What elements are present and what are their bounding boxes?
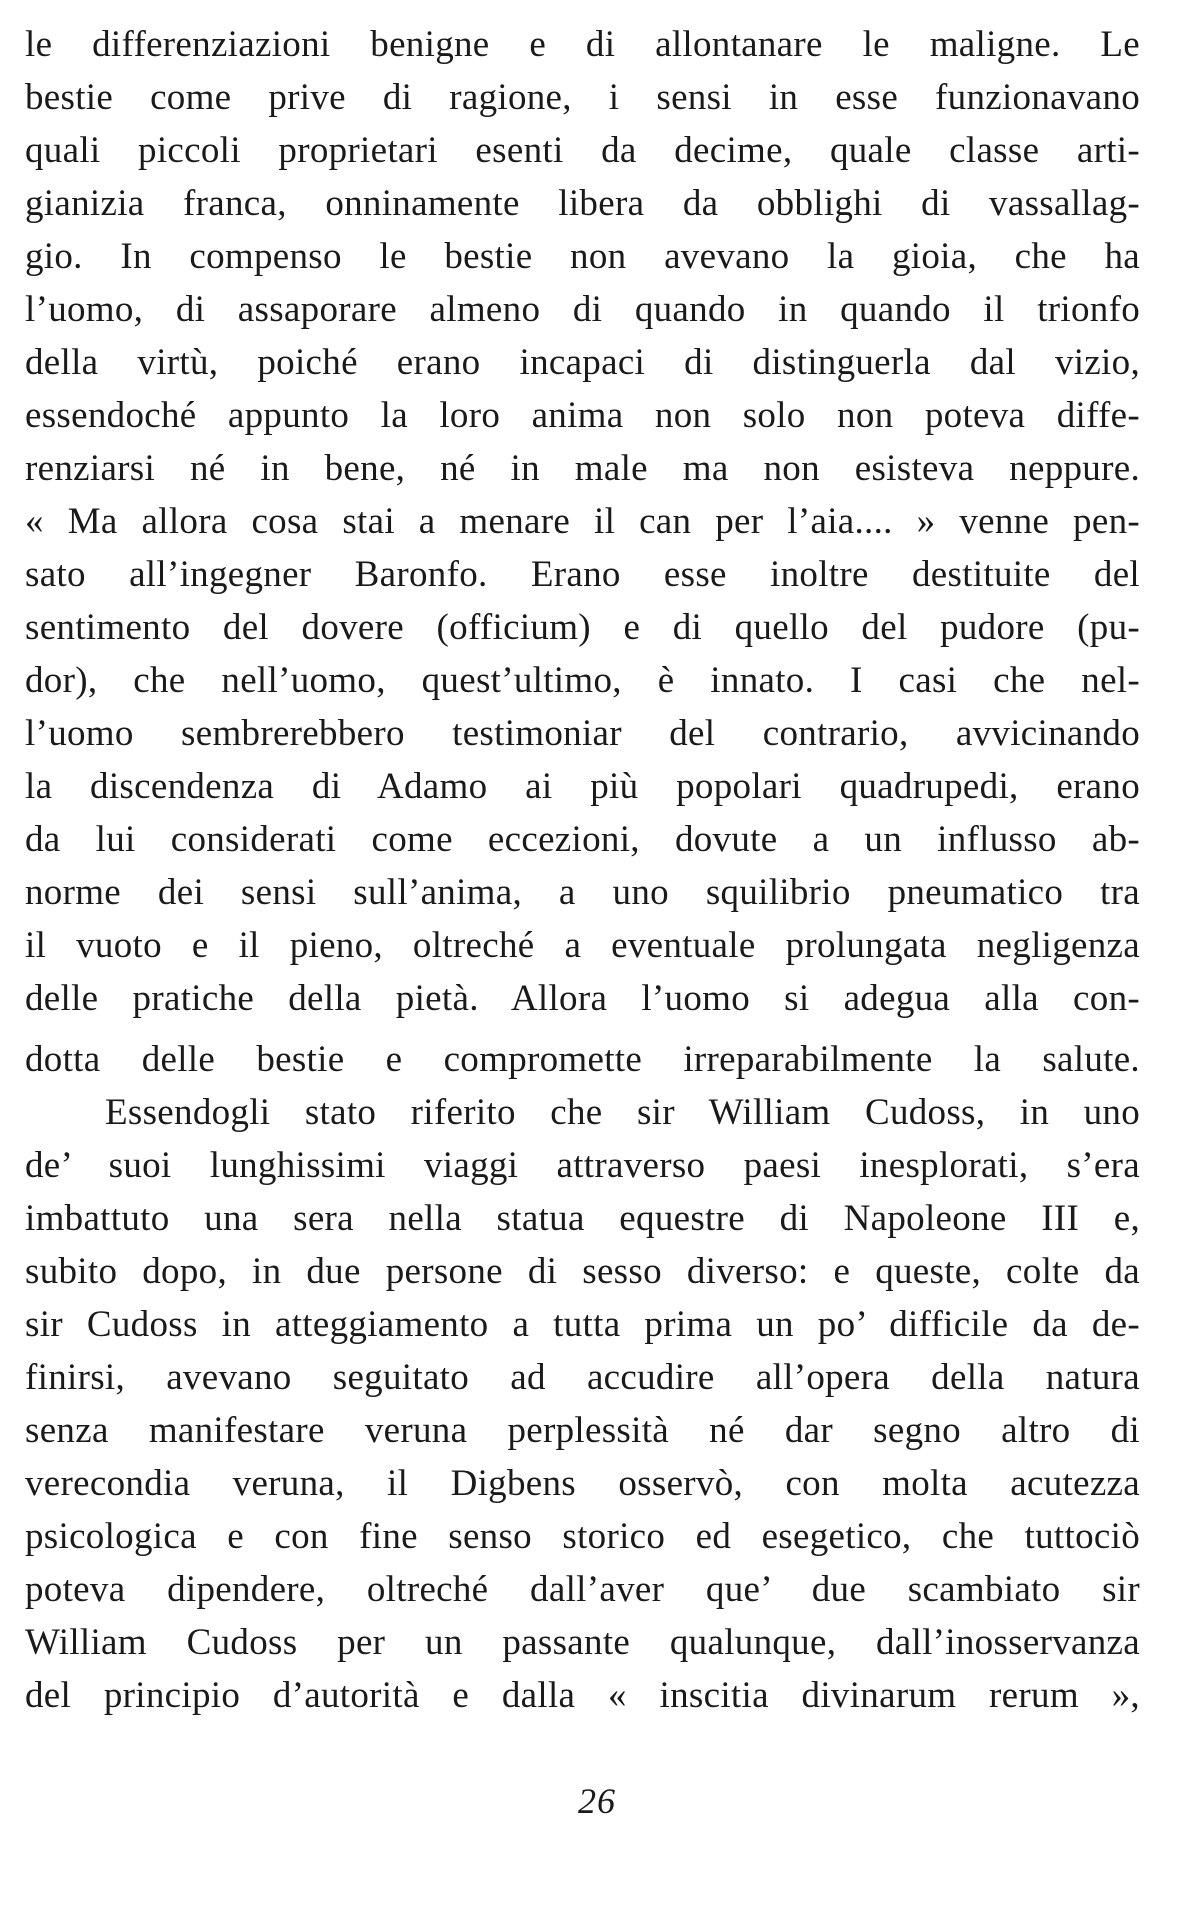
text-line: le differenziazioni benigne e di allontanare le maligne. Le xyxy=(25,24,1140,65)
text-line: dotta delle bestie e compromette irreparabilmente la salute. xyxy=(25,1039,1140,1080)
text-line: il vuoto e il pieno, oltreché a eventuale prolungata negligenza xyxy=(25,925,1140,966)
text-line: norme dei sensi sull’anima, a uno squilibrio pneumatico tra xyxy=(25,872,1140,913)
text-line: senza manifestare veruna perplessità né dar segno altro di xyxy=(25,1410,1140,1451)
body-text xyxy=(25,18,1140,1722)
text-line: sentimento del dovere (officium) e di quello del pudore (pu- xyxy=(25,607,1140,648)
text-line: de’ suoi lunghissimi viaggi attraverso paesi inesplorati, s’era xyxy=(25,1145,1140,1186)
text-line: poteva dipendere, oltreché dall’aver que’ due scambiato sir xyxy=(25,1569,1140,1610)
text-line: del principio d’autorità e dalla « inscitia divinarum rerum », xyxy=(25,1675,1140,1716)
text-line: sir Cudoss in atteggiamento a tutta prima un po’ difficile da de- xyxy=(25,1304,1140,1345)
text-line: psicologica e con fine senso storico ed esegetico, che tuttociò xyxy=(25,1516,1140,1557)
paragraph-1 xyxy=(25,18,1140,1086)
text-line: quali piccoli proprietari esenti da decime, quale classe arti- xyxy=(25,130,1140,171)
paragraph-2 xyxy=(25,1086,1140,1722)
page-number: 26 xyxy=(578,1781,616,1821)
text-line: dor), che nell’uomo, quest’ultimo, è innato. I casi che nel- xyxy=(25,660,1140,701)
text-line: bestie come prive di ragione, i sensi in esse funzionavano xyxy=(25,77,1140,118)
text-line: essendoché appunto la loro anima non solo non poteva diffe- xyxy=(25,395,1140,436)
text-line: da lui considerati come eccezioni, dovute a un influsso ab- xyxy=(25,819,1140,860)
text-line: l’uomo, di assaporare almeno di quando in quando il trionfo xyxy=(25,289,1140,330)
text-line: della virtù, poiché erano incapaci di distinguerla dal vizio, xyxy=(25,342,1140,383)
text-line: William Cudoss per un passante qualunque, dall’inosservanza xyxy=(25,1622,1140,1663)
text-line: renziarsi né in bene, né in male ma non esisteva neppure. xyxy=(25,448,1140,489)
text-line: la discendenza di Adamo ai più popolari quadrupedi, erano xyxy=(25,766,1140,807)
text-line: sato all’ingegner Baronfo. Erano esse inoltre destituite del xyxy=(25,554,1140,595)
text-line: Essendogli stato riferito che sir William Cudoss, in uno xyxy=(105,1092,1140,1133)
text-line: « Ma allora cosa stai a menare il can per l’aia.... » venne pen- xyxy=(25,501,1140,542)
text-line: delle pratiche della pietà. Allora l’uomo si adegua alla con- xyxy=(25,978,1140,1019)
text-line: l’uomo sembrerebbero testimoniar del contrario, avvicinando xyxy=(25,713,1140,754)
text-line: gio. In compenso le bestie non avevano la gioia, che ha xyxy=(25,236,1140,277)
text-line: verecondia veruna, il Digbens osservò, con molta acutezza xyxy=(25,1463,1140,1504)
text-line: imbattuto una sera nella statua equestre di Napoleone III e, xyxy=(25,1198,1140,1239)
text-line: gianizia franca, onninamente libera da obblighi di vassallag- xyxy=(25,183,1140,224)
text-line: finirsi, avevano seguitato ad accudire all’opera della natura xyxy=(25,1357,1140,1398)
text-line: subito dopo, in due persone di sesso diverso: e queste, colte da xyxy=(25,1251,1140,1292)
